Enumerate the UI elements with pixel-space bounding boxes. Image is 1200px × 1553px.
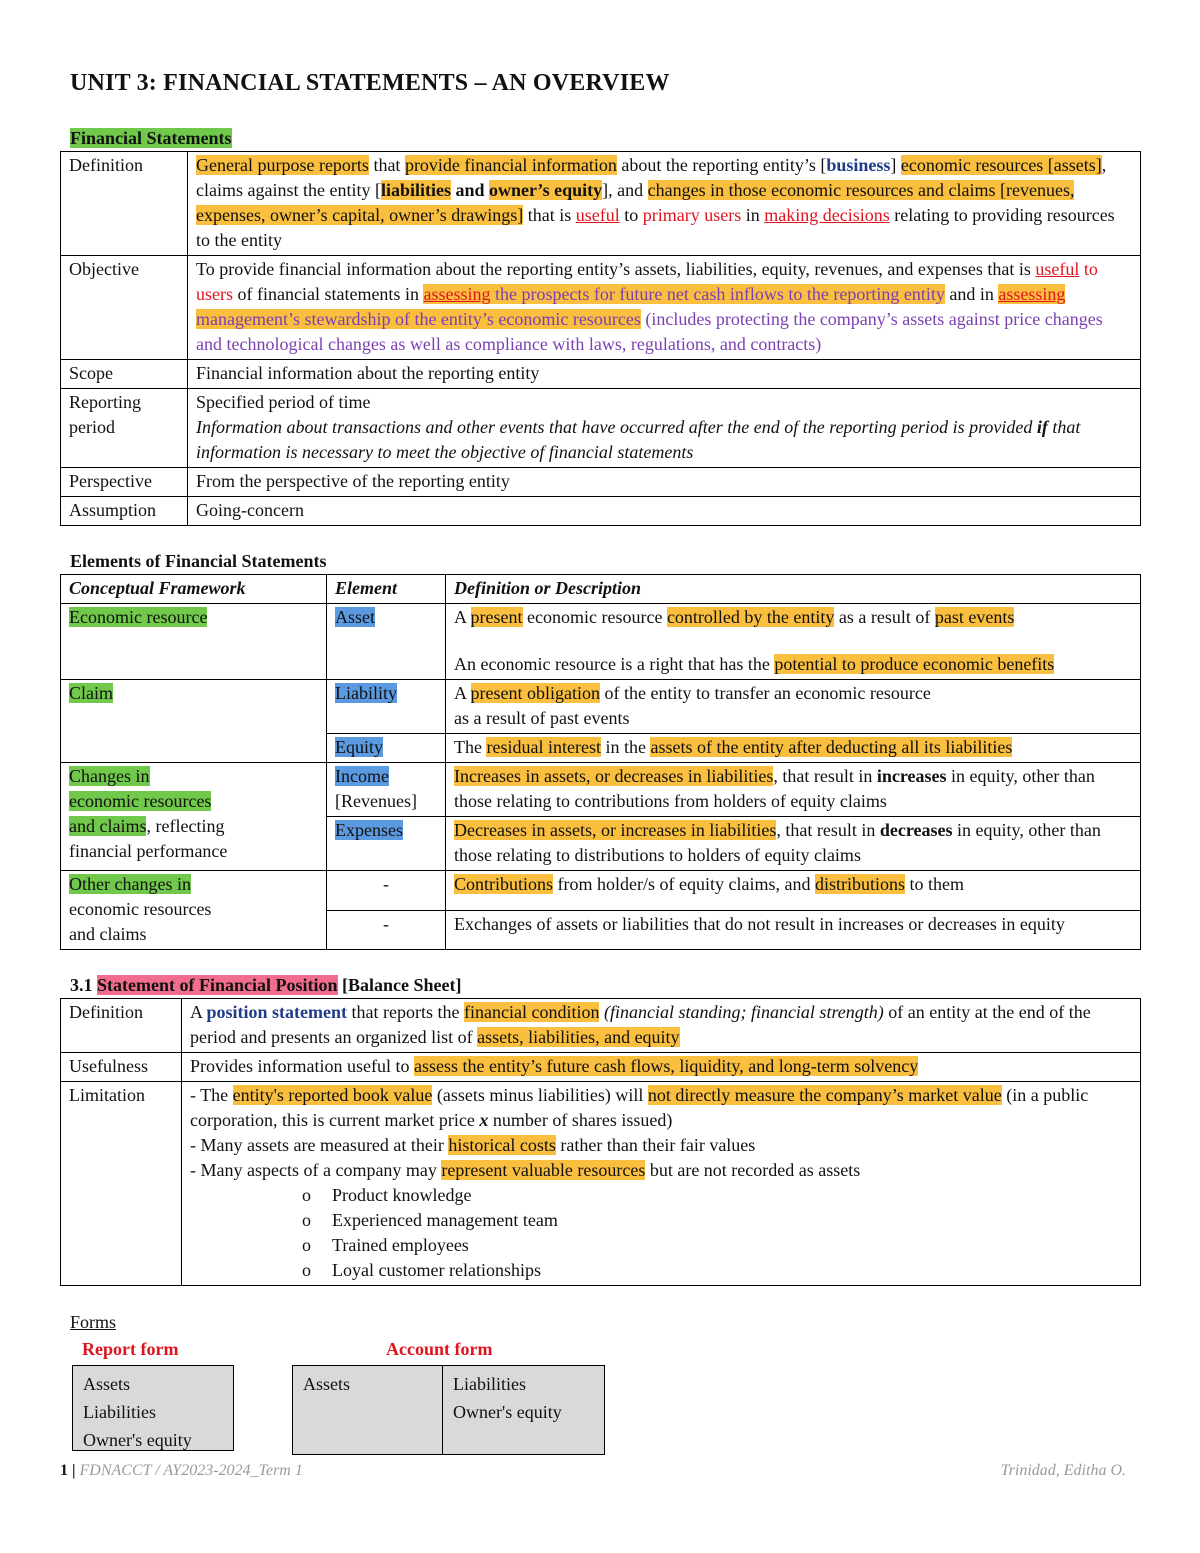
report-form-title: Report form [82, 1339, 179, 1359]
fs-table [60, 151, 1141, 526]
document-page [60, 70, 1141, 1449]
fs-heading: Financial Statements [70, 128, 232, 148]
fs-row-reporting-period: Reporting period Specified period of time Information about transactions and other events that have occurred after the end of the reporting period is provided if that information is necessary to meet the objective of financial statements [61, 389, 1141, 468]
page-footer [60, 1462, 1126, 1480]
elements-heading: Elements of Financial Statements [70, 551, 327, 571]
fs-definition-text: General purpose reports that provide financial information about the reporting entity’s [business] economic resources [assets], claims against the entity [liabilities and owner’s equity], and changes in those economic resources and claims [revenues, expenses, owner’s capital, owner’s drawings] that is useful to primary users in making decisions relating to providing resources to the entity [188, 152, 1141, 256]
sfp-row-limitation: Limitation - The entity's reported book value (assets minus liabilities) will not directly measure the company’s market value (in a public corporation, this is current market price x number of shares issued) - Many assets are measured at their historical costs rather than their fair values - Many aspects of a company may represent valuable resources but are not recorded as assets o Product knowledge o Experienced management team o Trained employees o Loyal customer relationships [61, 1082, 1141, 1286]
fs-objective-text: To provide financial information about the reporting entity’s assets, liabilities, equity, revenues, and expenses that is useful to users of financial statements in assessing the prospects for future net cash inflows to the reporting entity and in assessing management’s stewardship of the entity’s economic resources (includes protecting the company’s assets against price changes and technological changes as well as compliance with laws, regulations, and contracts) [188, 256, 1141, 360]
sfp-row-usefulness: Usefulness Provides information useful to assess the entity’s future cash flows, liquidity, and long-term solvency [61, 1053, 1141, 1082]
limitation-bullet-list [190, 1183, 1132, 1283]
account-form-right-box: Liabilities Owner's equity [442, 1365, 605, 1455]
course-code: FDNACCT / AY2023-2024_Term 1 [79, 1462, 303, 1479]
elements-row-income: Changes in economic resources and claims, reflecting financial performance Income [Revenues] Increases in assets, or decreases in liabilities, that result in increases in equity, other than those relating to contributions from holders of equity claims [61, 763, 1141, 817]
fs-row-perspective: Perspective From the perspective of the reporting entity [61, 468, 1141, 497]
page-title: UNIT 3: FINANCIAL STATEMENTS – AN OVERVIEW [70, 70, 670, 96]
list-item: o Trained employees [302, 1233, 1132, 1258]
report-form-box: Assets Liabilities Owner's equity [72, 1365, 234, 1451]
elements-row-other-1: Other changes in economic resources and claims - Contributions from holder/s of equity claims, and distributions to them [61, 871, 1141, 911]
fs-row-assumption: Assumption Going-concern [61, 497, 1141, 526]
elements-header-row: Conceptual Framework Element Definition or Description [61, 575, 1141, 604]
list-item: o Experienced management team [302, 1208, 1132, 1233]
list-item: o Loyal customer relationships [302, 1258, 1132, 1283]
forms-label: Forms [70, 1312, 117, 1332]
account-form-title: Account form [386, 1339, 493, 1359]
sfp-row-definition: Definition A position statement that reports the financial condition (financial standing; financial strength) of an entity at the end of the period and presents an organized list of assets, liabilities, and equity [61, 999, 1141, 1053]
sfp-heading: 3.1 Statement of Financial Position [Balance Sheet] [70, 975, 462, 995]
sfp-table [60, 998, 1141, 1286]
author-name: Trinidad, Editha O. [1000, 1462, 1126, 1479]
elements-row-other-2: - Exchanges of assets or liabilities that do not result in increases or decreases in equity [61, 910, 1141, 950]
elements-row-liability: Claim Liability A present obligation of the entity to transfer an economic resource as a result of past events [61, 680, 1141, 734]
fs-row-objective: Objective To provide financial information about the reporting entity’s assets, liabilities, equity, revenues, and expenses that is useful to users of financial statements in assessing the prospects for future net cash inflows to the reporting entity and in assessing management’s stewardship of the entity’s economic resources (includes protecting the company’s assets against price changes and technological changes as well as compliance with laws, regulations, and contracts) [61, 256, 1141, 360]
forms-diagram [60, 1339, 1141, 1449]
elements-row-expenses: Expenses Decreases in assets, or increases in liabilities, that result in decreases in equity, other than those relating to distributions to holders of equity claims [61, 817, 1141, 871]
account-form-left-box: Assets [292, 1365, 444, 1455]
fs-row-scope: Scope Financial information about the reporting entity [61, 360, 1141, 389]
fs-row-definition: Definition General purpose reports that provide financial information about the reporting entity’s [business] economic resources [assets], claims against the entity [liabilities and owner’s equity], and changes in those economic resources and claims [revenues, expenses, owner’s capital, owner’s drawings] that is useful to primary users in making decisions relating to providing resources to the entity [61, 152, 1141, 256]
page-number: 1 | [60, 1462, 80, 1479]
elements-row-equity: Equity The residual interest in the assets of the entity after deducting all its liabilities [61, 734, 1141, 763]
elements-row-asset: Economic resource Asset A present economic resource controlled by the entity as a result of past events An economic resource is a right that has the potential to produce economic benefits [61, 604, 1141, 680]
elements-table [60, 574, 1141, 950]
list-item: o Product knowledge [302, 1183, 1132, 1208]
